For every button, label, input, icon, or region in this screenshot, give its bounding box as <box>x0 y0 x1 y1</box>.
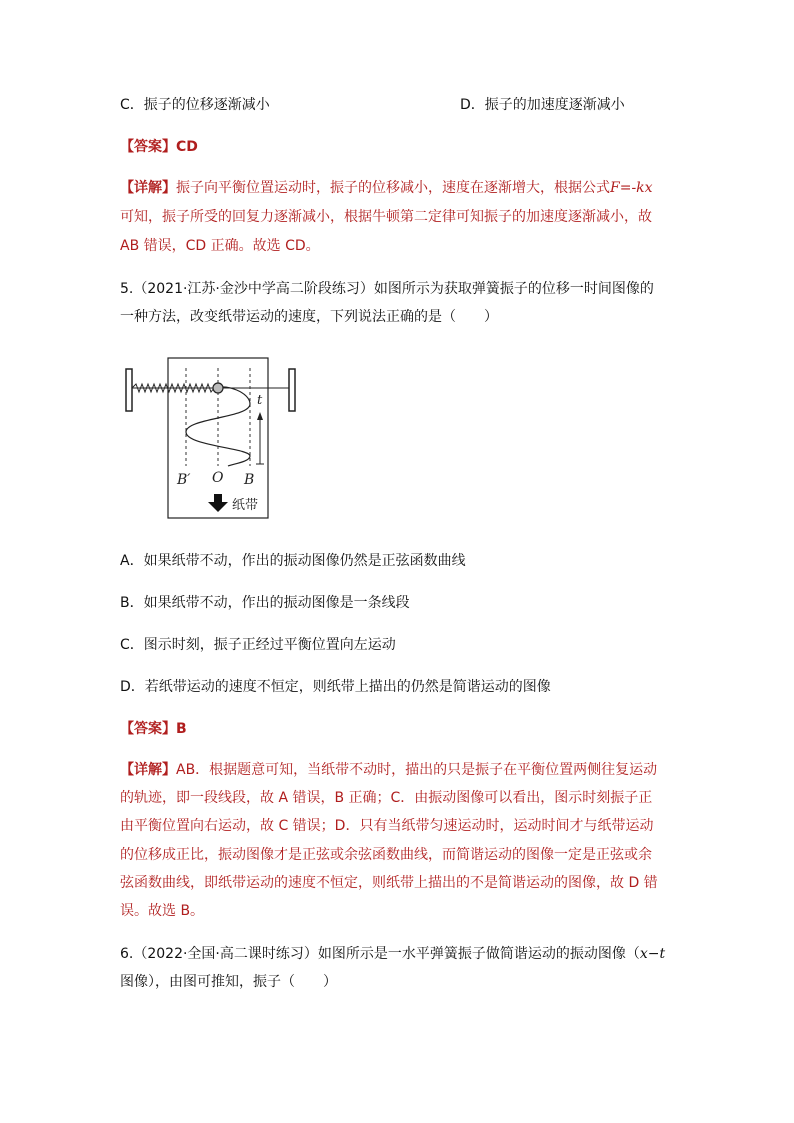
answer-value: CD <box>176 139 198 155</box>
q4-answer <box>120 137 198 157</box>
q6-stem-line-2: 图像），由图可推知，振子（ ） <box>120 974 337 990</box>
q6-stem-text: 6.（2022·全国·高二课时练习）如图所示是一水平弹簧振子做简谐运动的振动图像（ <box>120 946 640 962</box>
right-wall <box>289 369 295 411</box>
tape-arrow-head <box>208 502 228 512</box>
q4-option-row <box>120 95 625 115</box>
time-arrow-head <box>257 412 263 420</box>
detail-tag: 【详解】 <box>120 180 176 196</box>
label-b-prime: B′ <box>177 472 191 488</box>
formula: F=-kx <box>610 180 653 196</box>
q5-answer <box>120 719 187 739</box>
q6-stem-line-1 <box>120 944 665 964</box>
q5-option-c: C．图示时刻，振子正经过平衡位置向左运动 <box>120 637 396 653</box>
label-paper-tape: 纸带 <box>232 498 259 513</box>
detail-text: 振子向平衡位置运动时，振子的位移减小，速度在逐渐增大，根据公式 <box>176 180 610 196</box>
q5-option-b: B．如果纸带不动，作出的振动图像是一条线段 <box>120 595 410 611</box>
q4-detail-line-2: 可知，振子所受的回复力逐渐减小，根据牛顿第二定律可知振子的加速度逐渐减小，故 <box>120 209 652 225</box>
q5-figure <box>120 356 310 526</box>
q5-detail-line-6: 误。故选 B。 <box>120 903 205 919</box>
q5-stem-line-1: 5.（2021·江苏·金沙中学高二阶段练习）如图所示为获取弹簧振子的位移一时间图像的 <box>120 281 654 297</box>
q5-detail-line-1 <box>120 760 657 780</box>
q6-xt-label: x−t <box>639 946 666 962</box>
q5-option-a: A．如果纸带不动，作出的振动图像仍然是正弦函数曲线 <box>120 553 466 569</box>
oscillator-ball <box>213 383 223 393</box>
q5-stem-line-2: 一种方法，改变纸带运动的速度，下列说法正确的是（ ） <box>120 309 498 325</box>
q5-detail-line-3: 由平衡位置向右运动，故 C 错误；D．只有当纸带匀速运动时，运动时间才与纸带运动 <box>120 818 654 834</box>
tape-arrow-shaft <box>214 494 222 502</box>
answer-tag: 【答案】 <box>120 139 176 155</box>
label-b: B <box>244 472 255 488</box>
label-o: O <box>212 470 224 486</box>
detail-text: AB．根据题意可知，当纸带不动时，描出的只是振子在平衡位置两侧往复运动 <box>176 762 658 778</box>
q5-detail-line-2: 的轨迹，即一段线段，故 A 错误，B 正确；C．由振动图像可以看出，图示时刻振子正 <box>120 790 653 806</box>
q4-option-c: C．振子的位移逐渐减小 <box>120 97 270 113</box>
q5-detail-line-4: 的位移成正比，振动图像才是正弦或余弦函数曲线，而简谐运动的图像一定是正弦或余 <box>120 847 652 863</box>
answer-value: B <box>176 721 187 737</box>
q5-detail-line-5: 弦函数曲线，即纸带运动的速度不恒定，则纸带上描出的不是简谐运动的图像，故 D 错 <box>120 875 658 891</box>
q4-option-d: D．振子的加速度逐渐减小 <box>460 97 625 113</box>
spring-oscillator-diagram <box>120 356 310 526</box>
label-t: t <box>257 393 263 408</box>
answer-tag: 【答案】 <box>120 721 176 737</box>
q4-detail-line-1 <box>120 178 653 198</box>
detail-tag: 【详解】 <box>120 762 176 778</box>
q4-detail-line-3: AB 错误，CD 正确。故选 CD。 <box>120 238 320 254</box>
q5-option-d: D．若纸带运动的速度不恒定，则纸带上描出的仍然是简谐运动的图像 <box>120 679 551 695</box>
left-wall <box>126 369 132 411</box>
